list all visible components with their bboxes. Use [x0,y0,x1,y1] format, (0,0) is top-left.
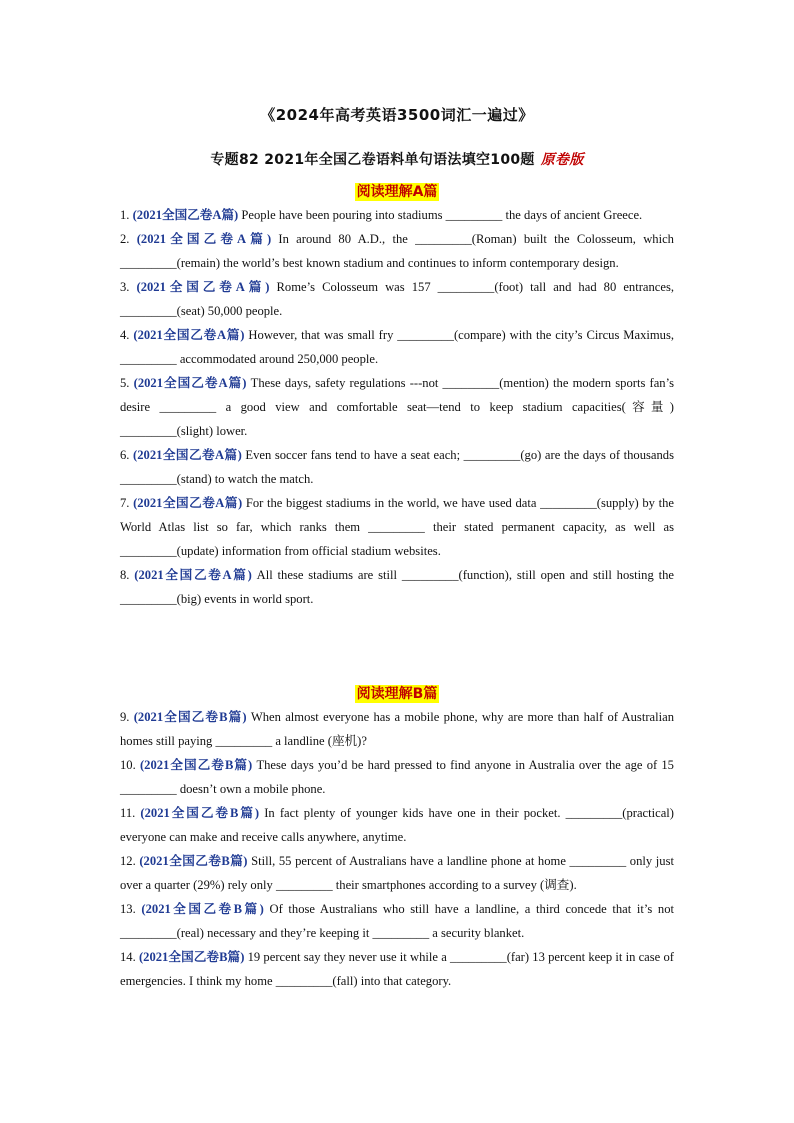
question-number: 9. [120,710,130,724]
question-item [120,801,674,849]
question-item [120,371,674,443]
question-item [120,849,674,897]
question-text: In fact plenty of younger kids have one in their pocket. _________(practical) everyone can make and receive calls anywhere, anytime. [120,806,674,844]
question-text: People have been pouring into stadiums _________ the days of ancient Greece. [241,208,643,222]
question-number: 14. [120,950,136,964]
question-number: 2. [120,232,130,246]
question-item [120,753,674,801]
question-source: (2021全国乙卷A篇) [134,568,252,582]
question-source: (2021全国乙卷A篇) [136,232,272,246]
section-b-items [120,705,674,993]
question-source: (2021全国乙卷A篇) [133,496,243,510]
question-item [120,945,674,993]
question-number: 12. [120,854,136,868]
question-source: (2021全国乙卷B篇) [139,758,253,772]
question-source: (2021全国乙卷B篇) [139,854,248,868]
question-number: 10. [120,758,136,772]
question-item [120,563,674,611]
question-item [120,203,674,227]
question-item [120,705,674,753]
question-number: 7. [120,496,130,510]
question-text: When almost everyone has a mobile phone, why are more than half of Australian homes still paying _________ a landline (座机)? [120,710,674,748]
question-source: (2021全国乙卷B篇) [140,806,260,820]
question-source: (2021全国乙卷A篇) [133,376,247,390]
section-a-items [120,203,674,611]
question-text: For the biggest stadiums in the world, we have used data _________(supply) by the World Atlas list so far, which ranks them _________ their stated permanent capacity, as well as _________(update) information from official stadium websites. [120,496,674,558]
question-source: (2021全国乙卷A篇) [136,280,270,294]
question-item [120,323,674,371]
section-heading-b: 阅读理解B篇 [356,686,438,702]
question-source: (2021全国乙卷A篇) [132,208,239,222]
question-number: 6. [120,448,130,462]
question-number: 8. [120,568,130,582]
question-item [120,227,674,275]
question-text: Even soccer fans tend to have a seat each; _________(go) are the days of thousands _________(stand) to watch the match. [120,448,674,486]
question-item [120,897,674,945]
question-text: However, that was small fry _________(compare) with the city’s Circus Maximus, _________ accommodated around 250,000 people. [120,328,675,366]
question-number: 13. [120,902,136,916]
question-number: 3. [120,280,130,294]
question-source: (2021全国乙卷B篇) [133,710,247,724]
question-source: (2021全国乙卷A篇) [133,448,242,462]
question-text: Still, 55 percent of Australians have a landline phone at home _________ only just over a quarter (29%) rely only _________ their smartphones according to a survey (调查). [120,854,674,892]
question-source: (2021全国乙卷B篇) [138,950,245,964]
question-item [120,275,674,323]
section-heading-a: 阅读理解A篇 [356,184,438,200]
question-item [120,443,674,491]
question-text: Rome’s Colosseum was 157 _________(foot) tall and had 80 entrances, _________(seat) 50,000 people. [120,280,675,318]
page-title: 《2024年高考英语3500词汇一遍过》 [260,106,534,124]
question-source: (2021全国乙卷B篇) [141,902,264,916]
question-item [120,491,674,563]
question-text: All these stadiums are still _________(function), still open and still hosting the _________(big) events in world sport. [120,568,674,606]
edition-tag: 原卷版 [540,152,584,168]
question-text: These days you’d be hard pressed to find anyone in Australia over the age of 15 _________ doesn’t own a mobile phone. [120,758,674,796]
question-text: These days, safety regulations ---not _________(mention) the modern sports fan’s desire _________ a good view and comfortable seat—tend to keep stadium capacities(容量) _________(slight) lower. [120,376,674,438]
question-number: 11. [120,806,136,820]
question-text: 19 percent say they never use it while a _________(far) 13 percent keep it in case of emergencies. I think my home _________(fall) into that category. [120,950,674,988]
question-source: (2021全国乙卷A篇) [133,328,245,342]
question-text: Of those Australians who still have a landline, a third concede that it’s not _________(real) necessary and they’re keeping it _________ a security blanket. [120,902,675,940]
question-text: In around 80 A.D., the _________(Roman) built the Colosseum, which _________(remain) the world’s best known stadium and continues to inform contemporary design. [120,232,674,270]
page-subtitle [0,149,794,169]
question-number: 4. [120,328,130,342]
subtitle-text: 专题82 2021年全国乙卷语料单句语法填空100题 [210,152,535,168]
question-number: 1. [120,208,130,222]
question-number: 5. [120,376,130,390]
